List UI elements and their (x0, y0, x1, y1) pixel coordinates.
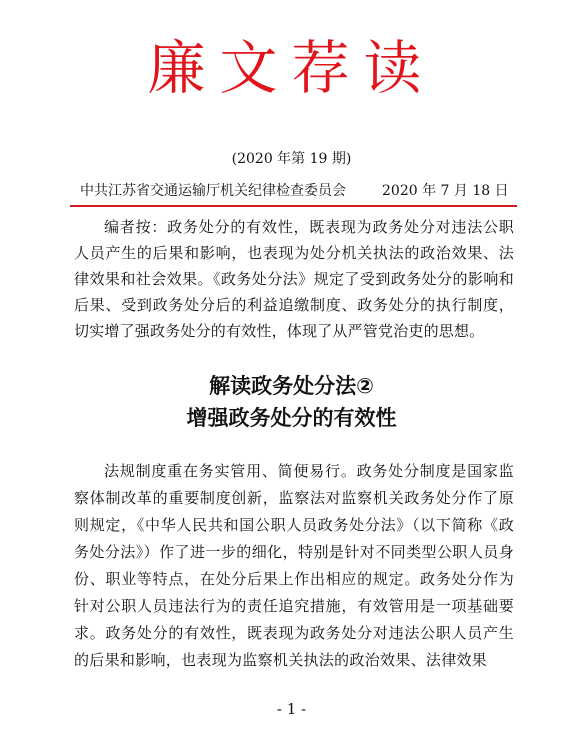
issue-date: 2020 年 7 月 18 日 (382, 183, 509, 199)
masthead-title: 廉文荐读 (147, 34, 436, 102)
article-title-line2: 增强政务处分的有效性 (186, 406, 397, 430)
article-title-line1: 解读政务处分法② (209, 374, 374, 398)
editor-note: 编者按：政务处分的有效性，既表现为政务处分对违法公职人员产生的后果和影响，也表现为处分机关执法的政治效果、法律效果和社会效果。《政务处分法》规定了受到政务处分的影响和后果、受到政务处分后的利益追缴制度、政务处分的执行制度，切实增了强政务处分的有效性，体现了从严管党治吏的思想。 (74, 218, 514, 340)
page-number: - 1 - (276, 700, 307, 718)
issuing-organization: 中共江苏省交通运输厅机关纪律检查委员会 (80, 183, 346, 199)
header-divider (70, 205, 517, 207)
issue-number: (2020 年第 19 期) (231, 151, 352, 167)
article-body: 法规制度重在务实管用、简便易行。政务处分制度是国家监察体制改革的重要制度创新，监察法对监察机关政务处分作了原则规定，《中华人民共和国公职人员政务处分法》（以下简称《政务处分法》）作了进一步的细化，特别是针对不同类型公职人员身份、职业等特点，在处分后果上作出相应的规定。政务处分作为针对公职人员违法行为的责任追究措施，有效管用是一项基础要求。政务处分的有效性，既表现为政务处分对违法公职人员产生的后果和影响，也表现为监察机关执法的政治效果、法律效果 (74, 462, 514, 669)
article-title (0, 370, 583, 434)
